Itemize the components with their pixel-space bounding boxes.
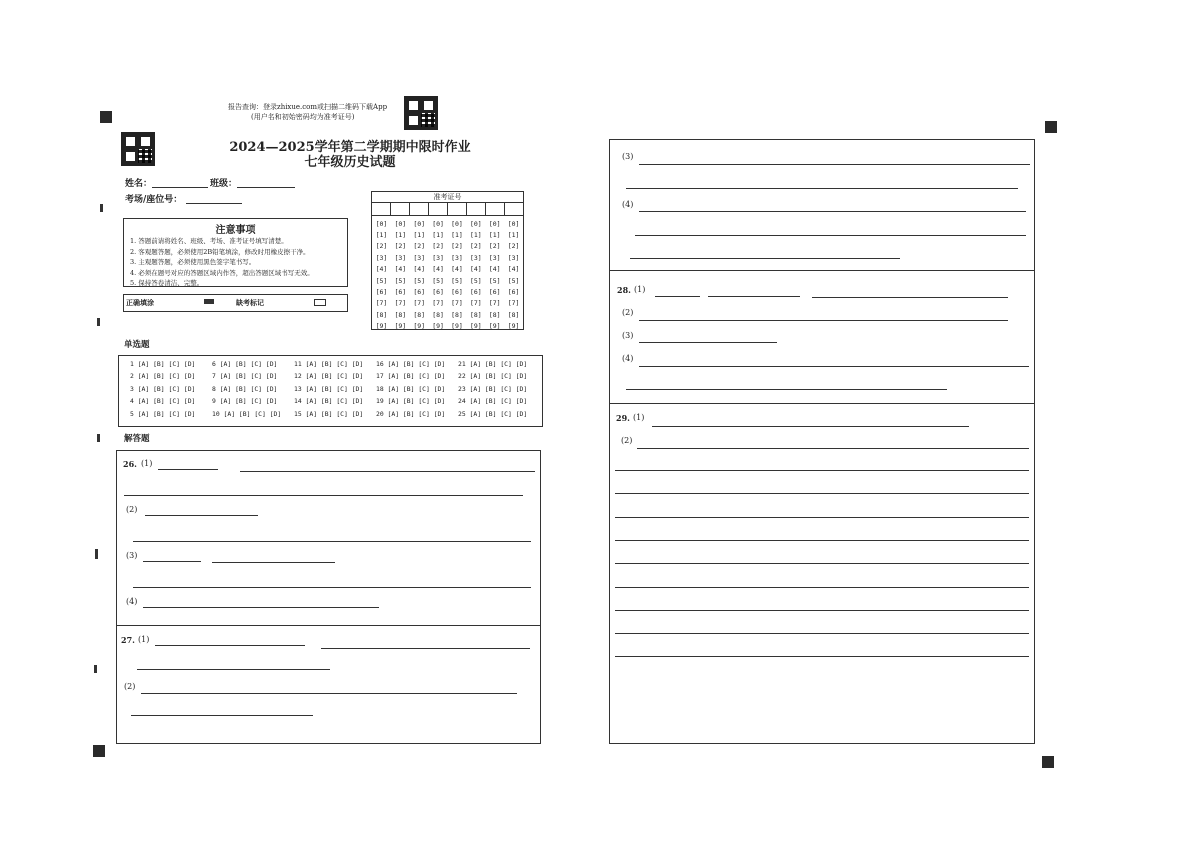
q27-answer-line[interactable] xyxy=(137,669,330,670)
admission-bubble[interactable]: [6] xyxy=(432,288,444,297)
admission-bubble[interactable]: [4] xyxy=(413,265,426,274)
qr-code-icon xyxy=(121,132,155,166)
q26-answer-line[interactable] xyxy=(158,469,218,470)
admission-bubble[interactable]: [7] xyxy=(432,299,444,308)
q29-answer-line[interactable] xyxy=(615,656,1029,657)
admission-bubble[interactable]: [3] xyxy=(469,253,482,262)
admission-bubble[interactable]: [7] xyxy=(488,299,501,308)
q28-answer-line[interactable] xyxy=(626,389,947,390)
admission-bubble[interactable]: [3] xyxy=(451,253,463,262)
admission-bubble[interactable]: [0] xyxy=(469,219,482,228)
q27-answer-line[interactable] xyxy=(131,715,313,716)
single-choice-item[interactable]: 18 [A] [B] [C] [D] xyxy=(376,384,446,393)
q29-answer-line[interactable] xyxy=(615,493,1029,494)
single-choice-item[interactable]: 23 [A] [B] [C] [D] xyxy=(458,384,528,393)
admission-bubble[interactable]: [0] xyxy=(413,219,426,228)
admission-bubble[interactable]: [8] xyxy=(507,310,520,319)
q26-number: 26. xyxy=(123,459,137,469)
registration-mark xyxy=(1045,121,1057,133)
admission-bubble[interactable]: [8] xyxy=(432,310,444,319)
single-choice-item[interactable]: 17 [A] [B] [C] [D] xyxy=(376,372,446,381)
room-seat-label: 考场/座位号： xyxy=(125,195,183,205)
admission-bubble[interactable]: [6] xyxy=(413,288,426,297)
admission-bubble[interactable]: [1] xyxy=(432,231,444,240)
single-choice-item[interactable]: 2 [A] [B] [C] [D] xyxy=(130,372,196,381)
notice-item: 5. 保持答卷清洁、完整。 xyxy=(130,279,204,287)
admission-bubble[interactable]: [2] xyxy=(432,242,444,251)
q26-answer-line[interactable] xyxy=(240,471,535,472)
q28-answer-line[interactable] xyxy=(708,296,800,297)
admission-bubble[interactable]: [9] xyxy=(432,322,444,331)
admission-bubble[interactable]: [7] xyxy=(375,299,388,308)
q26-answer-line[interactable] xyxy=(145,515,258,516)
admission-bubble[interactable]: [5] xyxy=(451,276,463,285)
divider xyxy=(609,270,1035,271)
admission-bubble[interactable]: [9] xyxy=(413,322,426,331)
single-choice-item[interactable]: 20 [A] [B] [C] [D] xyxy=(376,409,446,418)
admission-bubble[interactable]: [8] xyxy=(375,310,388,319)
admission-bubble[interactable]: [9] xyxy=(375,322,388,331)
admission-bubble[interactable]: [5] xyxy=(375,276,388,285)
timing-mark xyxy=(95,549,98,559)
q27-part4: (4) xyxy=(622,200,634,209)
timing-mark xyxy=(94,665,97,673)
q26-part2: (2) xyxy=(126,505,138,514)
admission-bubble[interactable]: [1] xyxy=(469,231,482,240)
admission-bubble[interactable]: [7] xyxy=(469,299,482,308)
admission-bubble[interactable]: [9] xyxy=(507,322,520,331)
admission-bubble[interactable]: [7] xyxy=(451,299,463,308)
single-choice-item[interactable]: 16 [A] [B] [C] [D] xyxy=(376,360,446,368)
admission-bubble[interactable]: [0] xyxy=(488,219,501,228)
correct-fill-label: 正确填涂 xyxy=(126,298,154,307)
admission-bubble[interactable]: [9] xyxy=(488,322,501,331)
timing-mark xyxy=(97,318,100,326)
q27-answer-line[interactable] xyxy=(321,648,530,649)
admission-bubble[interactable]: [4] xyxy=(451,265,463,274)
registration-mark xyxy=(1042,756,1054,768)
single-choice-item[interactable]: 4 [A] [B] [C] [D] xyxy=(130,397,196,406)
name-label: 姓名： xyxy=(125,179,153,189)
admission-bubble[interactable]: [5] xyxy=(432,276,444,285)
single-choice-item[interactable]: 15 [A] [B] [C] [D] xyxy=(294,409,364,418)
notice-item: 4. 必须在题号对应的答题区域内作答，超出答题区域书写无效。 xyxy=(130,268,314,277)
admission-bubble[interactable]: [5] xyxy=(394,276,407,285)
q28-answer-line[interactable] xyxy=(639,342,777,343)
q27-part1: (1) xyxy=(138,635,150,644)
admission-bubble[interactable]: [4] xyxy=(394,265,407,274)
admission-bubble[interactable]: [2] xyxy=(507,242,520,251)
q28-answer-line[interactable] xyxy=(639,366,1029,367)
single-choice-item[interactable]: 9 [A] [B] [C] [D] xyxy=(212,397,278,406)
admission-bubble[interactable]: [2] xyxy=(469,242,482,251)
admission-title: 准考证号 xyxy=(372,192,523,203)
q27-answer-line[interactable] xyxy=(155,645,305,646)
timing-mark xyxy=(100,204,103,212)
q29-answer-line[interactable] xyxy=(615,587,1029,588)
account-note: (用户名和初始密码均为准考证号) xyxy=(251,113,355,121)
admission-bubble[interactable]: [6] xyxy=(488,288,501,297)
fill-legend xyxy=(123,294,348,312)
admission-bubble[interactable]: [3] xyxy=(507,253,520,262)
single-choice-item[interactable]: 5 [A] [B] [C] [D] xyxy=(130,409,196,418)
q27-answer-line[interactable] xyxy=(630,258,900,259)
admission-bubble[interactable]: [2] xyxy=(451,242,463,251)
admission-bubble[interactable]: [2] xyxy=(375,242,388,251)
single-choice-item[interactable]: 8 [A] [B] [C] [D] xyxy=(212,384,278,393)
class-field[interactable] xyxy=(237,187,295,188)
admission-bubble[interactable]: [1] xyxy=(488,231,501,240)
admission-bubble[interactable]: [8] xyxy=(394,310,407,319)
admission-bubble[interactable]: [4] xyxy=(375,265,388,274)
q26-answer-line[interactable] xyxy=(124,495,523,496)
admission-bubble[interactable]: [5] xyxy=(507,276,520,285)
single-choice-item[interactable]: 11 [A] [B] [C] [D] xyxy=(294,360,364,368)
answer-box-right xyxy=(609,139,1035,744)
single-choice-item[interactable]: 25 [A] [B] [C] [D] xyxy=(458,409,528,418)
single-choice-item[interactable]: 10 [A] [B] [C] [D] xyxy=(212,409,282,418)
q26-part1: (1) xyxy=(141,459,153,468)
q28-part3: (3) xyxy=(622,331,634,340)
admission-bubble[interactable]: [3] xyxy=(488,253,501,262)
q27-part2: (2) xyxy=(124,682,136,691)
admission-bubble[interactable]: [3] xyxy=(375,253,388,262)
admission-bubble[interactable]: [1] xyxy=(413,231,426,240)
single-choice-item[interactable]: 3 [A] [B] [C] [D] xyxy=(130,384,196,393)
notice-title: 注意事项 xyxy=(215,225,256,236)
q27-number: 27. xyxy=(121,635,135,645)
notice-item: 1. 答题前请将姓名、班级、考场、准考证号填写清楚。 xyxy=(130,237,288,245)
admission-bubble[interactable]: [9] xyxy=(394,322,407,331)
q28-part2: (2) xyxy=(622,308,634,317)
admission-bubble[interactable]: [5] xyxy=(413,276,426,285)
admission-bubble[interactable]: [0] xyxy=(507,219,520,228)
qr-code-icon xyxy=(404,96,438,130)
admission-bubble[interactable]: [6] xyxy=(469,288,482,297)
q29-answer-line[interactable] xyxy=(652,426,969,427)
single-choice-item[interactable]: 22 [A] [B] [C] [D] xyxy=(458,372,528,381)
admission-bubble[interactable]: [1] xyxy=(451,231,463,240)
divider xyxy=(609,403,1035,404)
admission-bubble[interactable]: [2] xyxy=(488,242,501,251)
admission-bubble[interactable]: [0] xyxy=(432,219,444,228)
admission-bubble[interactable]: [0] xyxy=(375,219,388,228)
admission-bubble[interactable]: [3] xyxy=(413,253,426,262)
single-choice-item[interactable]: 19 [A] [B] [C] [D] xyxy=(376,397,446,406)
q26-part4: (4) xyxy=(126,597,138,606)
admission-bubble[interactable]: [3] xyxy=(432,253,444,262)
q28-part1: (1) xyxy=(634,285,646,294)
admission-bubble[interactable]: [5] xyxy=(469,276,482,285)
q26-answer-line[interactable] xyxy=(133,541,531,542)
absent-mark-box[interactable] xyxy=(314,299,326,306)
notice-item: 2. 客观题答题，必须使用2B铅笔填涂，修改时用橡皮擦干净。 xyxy=(130,247,310,256)
admission-bubble[interactable]: [0] xyxy=(451,219,463,228)
notice-item: 3. 主观题答题，必须使用黑色签字笔书写。 xyxy=(130,258,256,266)
admission-number-box xyxy=(371,191,524,330)
room-seat-field[interactable] xyxy=(186,203,242,204)
admission-bubble[interactable]: [7] xyxy=(507,299,520,308)
q27-answer-line[interactable] xyxy=(635,235,1026,236)
admission-bubble[interactable]: [6] xyxy=(375,288,388,297)
admission-bubble[interactable]: [2] xyxy=(394,242,407,251)
q26-answer-line[interactable] xyxy=(143,561,201,562)
q26-answer-line[interactable] xyxy=(143,607,379,608)
admission-write-row[interactable] xyxy=(372,203,523,216)
single-choice-item[interactable]: 24 [A] [B] [C] [D] xyxy=(458,397,528,406)
q29-answer-line[interactable] xyxy=(615,633,1029,634)
admission-bubble[interactable]: [4] xyxy=(469,265,482,274)
name-field[interactable] xyxy=(152,187,208,188)
admission-bubble[interactable]: [1] xyxy=(375,231,388,240)
page-subtitle: 七年级历史试题 xyxy=(304,155,396,170)
admission-bubble[interactable]: [6] xyxy=(451,288,463,297)
admission-bubble[interactable]: [3] xyxy=(394,253,407,262)
admission-bubble-grid[interactable] xyxy=(372,218,523,332)
notice-box xyxy=(123,218,348,287)
q28-part4: (4) xyxy=(622,354,634,363)
admission-bubble[interactable]: [7] xyxy=(413,299,426,308)
q27-answer-line[interactable] xyxy=(626,188,1018,189)
q26-answer-line[interactable] xyxy=(133,587,531,588)
single-choice-item[interactable]: 6 [A] [B] [C] [D] xyxy=(212,360,278,368)
single-choice-item[interactable]: 13 [A] [B] [C] [D] xyxy=(294,384,364,393)
q29-answer-line[interactable] xyxy=(615,610,1029,611)
absent-mark-label: 缺考标记 xyxy=(236,298,264,307)
registration-mark xyxy=(100,111,112,123)
class-label: 班级： xyxy=(210,179,238,189)
q28-answer-line[interactable] xyxy=(655,296,700,297)
answer-section-title: 解答题 xyxy=(124,434,150,444)
admission-bubble[interactable]: [7] xyxy=(394,299,407,308)
divider xyxy=(116,625,541,626)
q29-answer-line[interactable] xyxy=(615,470,1029,471)
admission-bubble[interactable]: [8] xyxy=(413,310,426,319)
single-choice-item[interactable]: 14 [A] [B] [C] [D] xyxy=(294,397,364,406)
single-choice-grid[interactable] xyxy=(130,360,540,422)
single-choice-item[interactable]: 21 [A] [B] [C] [D] xyxy=(458,360,528,368)
single-choice-title: 单选题 xyxy=(124,340,150,350)
admission-bubble[interactable]: [5] xyxy=(488,276,501,285)
q26-part3: (3) xyxy=(126,551,138,560)
q29-answer-line[interactable] xyxy=(615,563,1029,564)
report-query-text: 报告查询：登录zhixue.com或扫描二维码下载App xyxy=(228,103,388,111)
admission-bubble[interactable]: [8] xyxy=(488,310,501,319)
single-choice-item[interactable]: 7 [A] [B] [C] [D] xyxy=(212,372,278,381)
admission-bubble[interactable]: [4] xyxy=(488,265,501,274)
single-choice-item[interactable]: 1 [A] [B] [C] [D] xyxy=(130,360,196,368)
admission-bubble[interactable]: [6] xyxy=(507,288,520,297)
q28-answer-line[interactable] xyxy=(812,297,1008,298)
admission-bubble[interactable]: [8] xyxy=(451,310,463,319)
q28-number: 28. xyxy=(617,285,631,295)
q29-part2: (2) xyxy=(621,436,633,445)
q27-answer-line[interactable] xyxy=(639,211,1026,212)
timing-mark xyxy=(97,434,100,442)
admission-bubble[interactable]: [6] xyxy=(394,288,407,297)
admission-bubble[interactable]: [1] xyxy=(507,231,520,240)
q29-number: 29. xyxy=(616,413,630,423)
q27-part3: (3) xyxy=(622,152,634,161)
q29-answer-line[interactable] xyxy=(615,517,1029,518)
admission-bubble[interactable]: [4] xyxy=(507,265,520,274)
admission-bubble[interactable]: [9] xyxy=(451,322,463,331)
admission-bubble[interactable]: [1] xyxy=(394,231,407,240)
registration-mark xyxy=(93,745,105,757)
single-choice-item[interactable]: 12 [A] [B] [C] [D] xyxy=(294,372,364,381)
q27-answer-line[interactable] xyxy=(141,693,517,694)
q29-answer-line[interactable] xyxy=(615,540,1029,541)
admission-bubble[interactable]: [8] xyxy=(469,310,482,319)
correct-fill-sample xyxy=(204,299,214,304)
q29-part1: (1) xyxy=(633,413,645,422)
q29-answer-line[interactable] xyxy=(637,448,1029,449)
admission-bubble[interactable]: [2] xyxy=(413,242,426,251)
q26-answer-line[interactable] xyxy=(212,562,335,563)
page-title: 2024—2025学年第二学期期中限时作业 xyxy=(229,140,471,155)
admission-bubble[interactable]: [4] xyxy=(432,265,444,274)
admission-bubble[interactable]: [9] xyxy=(469,322,482,331)
admission-bubble[interactable]: [0] xyxy=(394,219,407,228)
q27-answer-line[interactable] xyxy=(639,164,1030,165)
q28-answer-line[interactable] xyxy=(639,320,1008,321)
